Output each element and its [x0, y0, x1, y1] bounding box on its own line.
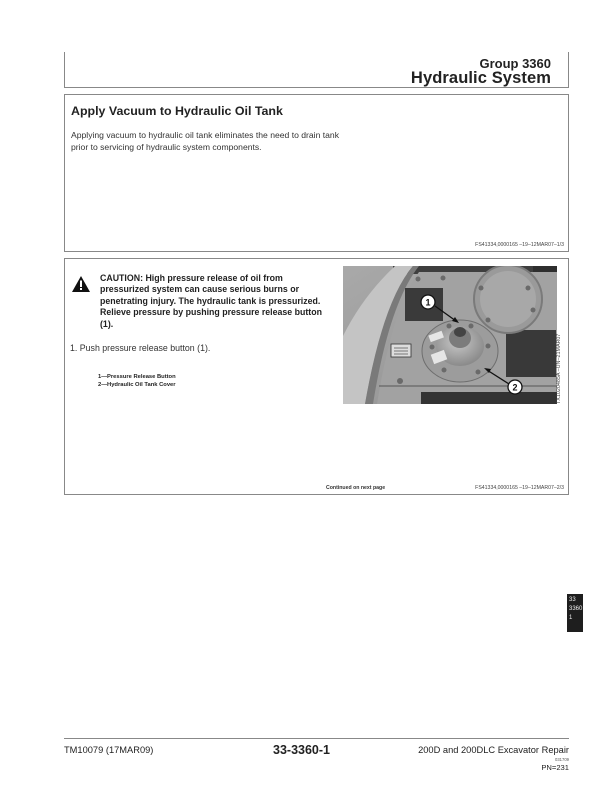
reference-code: FS41334,0000165 –19–12MAR07–2/3 — [475, 485, 564, 491]
figure-legend — [98, 373, 176, 389]
photo-id: TX1020485A –UN–21MAR07 — [556, 333, 562, 404]
procedure-intro-block — [64, 94, 569, 252]
legend-item-1: 1—Pressure Release Button — [98, 374, 176, 380]
continued-note: Continued on next page — [326, 485, 386, 491]
procedure-description: Applying vacuum to hydraulic oil tank eliminates the need to drain tank prior to servicing of hydraulic system components. — [71, 130, 339, 152]
manual-title: 200D and 200DLC Excavator Repair — [418, 745, 569, 755]
warning-triangle-icon — [72, 276, 90, 292]
page-header — [64, 52, 569, 88]
section-title: Hydraulic System — [410, 69, 551, 87]
procedure-title: Apply Vacuum to Hydraulic Oil Tank — [71, 104, 283, 118]
page-number: 33-3360-1 — [273, 743, 330, 757]
section-thumb-tab — [567, 594, 583, 632]
caution-text: CAUTION: High pressure release of oil from pressurized system can cause serious burns or penetrating injury. The hydraulic tank is pressurized. Relieve pressure by pushing pressure release button (1). — [100, 273, 322, 329]
step-1: 1. Push pressure release button (1). — [70, 343, 211, 353]
reference-code: FS41334,0000165 –19–12MAR07–1/3 — [475, 242, 564, 248]
manual-id: TM10079 (17MAR09) — [64, 745, 154, 755]
tab-line-2: 3360 — [569, 606, 583, 612]
tank-photo-illustration — [343, 266, 557, 404]
legend-item-2: 2—Hydraulic Oil Tank Cover — [98, 382, 176, 389]
revision-code: 031709 — [555, 757, 569, 762]
svg-text:2: 2 — [512, 382, 518, 393]
svg-text:1: 1 — [425, 297, 431, 308]
footer-divider — [64, 738, 569, 739]
hydraulic-tank-photo — [343, 266, 557, 404]
pn-number: PN=231 — [541, 763, 569, 772]
tab-line-3: 1 — [569, 615, 573, 621]
tab-line-1: 33 — [569, 597, 576, 603]
group-label: Group 3360 — [479, 56, 551, 71]
